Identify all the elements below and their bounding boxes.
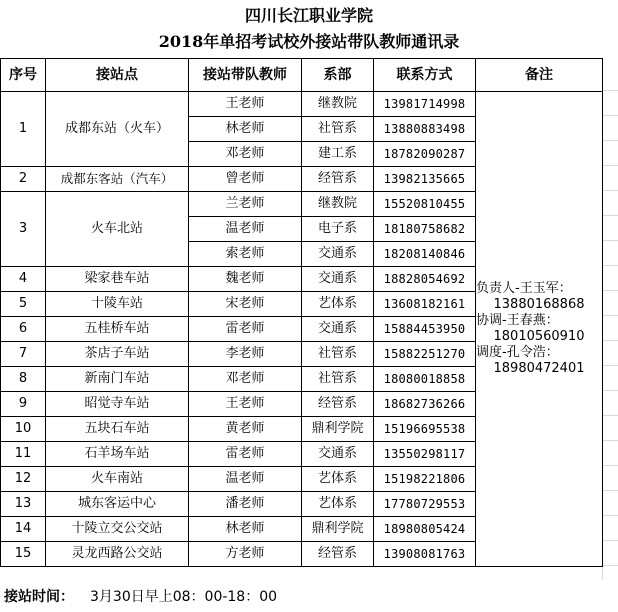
- pickup-time: [4, 586, 277, 608]
- document-title: 2018年单招考试校外接站带队教师通讯录: [158, 32, 460, 51]
- teacher-cell: 方老师: [189, 542, 302, 567]
- teacher-cell: 索老师: [189, 242, 302, 267]
- phone-cell: 15882251270: [374, 342, 476, 367]
- seq-cell: 15: [1, 542, 46, 567]
- phone-cell: 13981714998: [374, 92, 476, 117]
- teacher-cell: 林老师: [189, 517, 302, 542]
- dept-cell: 交通系: [302, 442, 374, 467]
- station-cell: 石羊场车站: [46, 442, 189, 467]
- gridline: [602, 90, 618, 91]
- gridline: [602, 515, 618, 516]
- remark-coordinator-label: 协调-王春燕：: [476, 313, 559, 328]
- dept-cell: 交通系: [302, 242, 374, 267]
- pickup-time-value: 3月30日早上08：00-18：00: [90, 589, 278, 605]
- header-row: [1, 59, 603, 92]
- teacher-cell: 王老师: [189, 392, 302, 417]
- gridline: [602, 390, 618, 391]
- remark-dispatcher-phone: 18980472401: [493, 361, 585, 376]
- dept-cell: 艺体系: [302, 492, 374, 517]
- school-title: 四川长江职业学院: [244, 6, 373, 25]
- gridline: [602, 290, 618, 291]
- dept-cell: 鼎利学院: [302, 517, 374, 542]
- station-cell: 城东客运中心: [46, 492, 189, 517]
- gridline: [602, 190, 618, 191]
- phone-cell: 15196695538: [374, 417, 476, 442]
- dept-cell: 建工系: [302, 142, 374, 167]
- teacher-cell: 潘老师: [189, 492, 302, 517]
- dept-cell: 社管系: [302, 117, 374, 142]
- dept-cell: 艺体系: [302, 292, 374, 317]
- teacher-cell: 宋老师: [189, 292, 302, 317]
- station-cell: 五块石车站: [46, 417, 189, 442]
- teacher-cell: 魏老师: [189, 267, 302, 292]
- phone-cell: 18980805424: [374, 517, 476, 542]
- phone-cell: 17780729553: [374, 492, 476, 517]
- phone-cell: 18828054692: [374, 267, 476, 292]
- dept-cell: 交通系: [302, 317, 374, 342]
- header-remark: 备注: [476, 59, 603, 92]
- teacher-cell: 黄老师: [189, 417, 302, 442]
- remark-cell: [476, 92, 603, 567]
- dept-cell: 经管系: [302, 392, 374, 417]
- seq-cell: 10: [1, 417, 46, 442]
- seq-cell: 13: [1, 492, 46, 517]
- teacher-cell: 李老师: [189, 342, 302, 367]
- phone-cell: 15520810455: [374, 192, 476, 217]
- teacher-cell: 兰老师: [189, 192, 302, 217]
- seq-cell: 6: [1, 317, 46, 342]
- seq-cell: 3: [1, 192, 46, 267]
- header-seq: 序号: [1, 59, 46, 92]
- gridline: [602, 165, 618, 166]
- teacher-cell: 温老师: [189, 467, 302, 492]
- gridline: [602, 540, 618, 541]
- teacher-cell: 邓老师: [189, 367, 302, 392]
- gridline: [602, 440, 618, 441]
- station-cell: 火车北站: [46, 192, 189, 267]
- phone-cell: 18782090287: [374, 142, 476, 167]
- gridline: [602, 415, 618, 416]
- station-cell: 昭觉寺车站: [46, 392, 189, 417]
- dept-cell: 鼎利学院: [302, 417, 374, 442]
- station-cell: 成都东客站（汽车）: [46, 167, 189, 192]
- gridline: [602, 215, 618, 216]
- teacher-cell: 雷老师: [189, 317, 302, 342]
- phone-cell: 18180758682: [374, 217, 476, 242]
- gridline: [602, 365, 618, 366]
- seq-cell: 11: [1, 442, 46, 467]
- station-cell: 火车南站: [46, 467, 189, 492]
- phone-cell: 18080018858: [374, 367, 476, 392]
- seq-cell: 9: [1, 392, 46, 417]
- dept-cell: 继教院: [302, 92, 374, 117]
- remark-leader-phone: 13880168868: [493, 297, 585, 312]
- station-cell: 十陵车站: [46, 292, 189, 317]
- header-teacher: 接站带队教师: [189, 59, 302, 92]
- station-cell: 成都东站（火车）: [46, 92, 189, 167]
- gridline: [602, 240, 618, 241]
- station-cell: 五桂桥车站: [46, 317, 189, 342]
- station-cell: 梁家巷车站: [46, 267, 189, 292]
- phone-cell: 13880883498: [374, 117, 476, 142]
- seq-cell: 8: [1, 367, 46, 392]
- phone-cell: 13550298117: [374, 442, 476, 467]
- gridline: [602, 140, 618, 141]
- seq-cell: 12: [1, 467, 46, 492]
- header-dept: 系部: [302, 59, 374, 92]
- seq-cell: 5: [1, 292, 46, 317]
- header-phone: 联系方式: [374, 59, 476, 92]
- pickup-time-label: 接站时间：: [4, 589, 74, 605]
- seq-cell: 7: [1, 342, 46, 367]
- remark-leader-label: 负责人-王玉军：: [476, 281, 572, 296]
- phone-cell: 13608182161: [374, 292, 476, 317]
- remark-dispatcher-label: 调度-孔令浩：: [476, 345, 559, 360]
- gridline: [602, 465, 618, 466]
- dept-cell: 社管系: [302, 367, 374, 392]
- dept-cell: 经管系: [302, 167, 374, 192]
- gridline: [602, 490, 618, 491]
- seq-cell: 14: [1, 517, 46, 542]
- seq-cell: 4: [1, 267, 46, 292]
- dept-cell: 经管系: [302, 542, 374, 567]
- dept-cell: 交通系: [302, 267, 374, 292]
- header-station: 接站点: [46, 59, 189, 92]
- table-row: [1, 92, 603, 117]
- dept-cell: 社管系: [302, 342, 374, 367]
- gridline: [602, 315, 618, 316]
- seq-cell: 2: [1, 167, 46, 192]
- gridline: [602, 265, 618, 266]
- teacher-cell: 林老师: [189, 117, 302, 142]
- station-cell: 新南门车站: [46, 367, 189, 392]
- dept-cell: 艺体系: [302, 467, 374, 492]
- teacher-cell: 温老师: [189, 217, 302, 242]
- teacher-cell: 邓老师: [189, 142, 302, 167]
- contact-table: [0, 58, 603, 567]
- teacher-cell: 王老师: [189, 92, 302, 117]
- station-cell: 灵龙西路公交站: [46, 542, 189, 567]
- station-cell: 十陵立交公交站: [46, 517, 189, 542]
- gridline: [602, 565, 618, 566]
- dept-cell: 继教院: [302, 192, 374, 217]
- phone-cell: 13982135665: [374, 167, 476, 192]
- gridline: [602, 340, 618, 341]
- gridline: [602, 115, 618, 116]
- phone-cell: 15884453950: [374, 317, 476, 342]
- remark-coordinator-phone: 18010560910: [493, 329, 585, 344]
- phone-cell: 18208140846: [374, 242, 476, 267]
- phone-cell: 18682736266: [374, 392, 476, 417]
- station-cell: 茶店子车站: [46, 342, 189, 367]
- seq-cell: 1: [1, 92, 46, 167]
- teacher-cell: 雷老师: [189, 442, 302, 467]
- phone-cell: 15198221806: [374, 467, 476, 492]
- phone-cell: 13908081763: [374, 542, 476, 567]
- dept-cell: 电子系: [302, 217, 374, 242]
- teacher-cell: 曾老师: [189, 167, 302, 192]
